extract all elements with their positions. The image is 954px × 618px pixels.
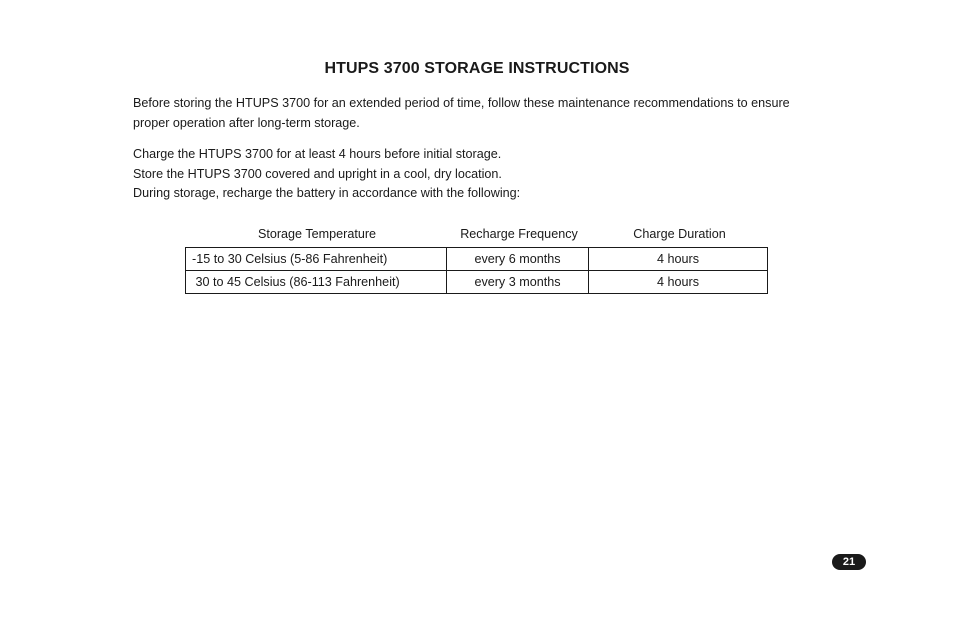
step-line: Charge the HTUPS 3700 for at least 4 hours before initial storage. — [133, 147, 502, 161]
table-cell-duration: 4 hours — [589, 248, 768, 271]
table-row — [186, 248, 768, 271]
step-line: Store the HTUPS 3700 covered and upright in a cool, dry location. — [133, 166, 502, 181]
storage-steps — [133, 145, 823, 204]
column-header-charge-duration: Charge Duration — [633, 227, 726, 241]
table-row — [186, 271, 768, 294]
page-number-badge: 21 — [832, 554, 866, 570]
intro-line: Before storing the HTUPS 3700 for an extended period of time, follow these maintenance recommendations to ensure — [133, 96, 790, 110]
table-cell-duration: 4 hours — [589, 271, 768, 294]
table-cell-temperature: 30 to 45 Celsius (86-113 Fahrenheit) — [186, 271, 447, 294]
column-header-recharge-frequency: Recharge Frequency — [460, 227, 578, 241]
column-header-storage-temperature: Storage Temperature — [257, 227, 377, 241]
table-cell-temperature: -15 to 30 Celsius (5-86 Fahrenheit) — [186, 248, 447, 271]
table-cell-frequency: every 3 months — [447, 271, 589, 294]
intro-line: proper operation after long-term storage. — [133, 115, 360, 130]
intro-paragraph — [133, 94, 823, 133]
page-title: HTUPS 3700 STORAGE INSTRUCTIONS — [324, 60, 630, 77]
storage-table — [185, 247, 768, 294]
step-line: During storage, recharge the battery in accordance with the following: — [133, 186, 521, 200]
table-cell-frequency: every 6 months — [447, 248, 589, 271]
